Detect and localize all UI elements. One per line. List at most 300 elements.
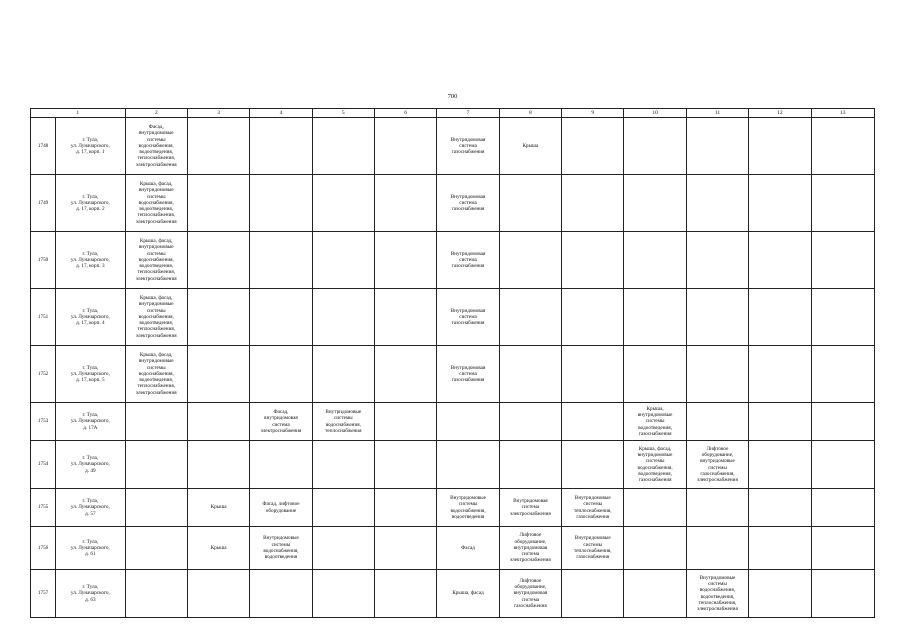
work-type-cell	[250, 527, 312, 570]
work-type-line: газоснабжения	[513, 602, 547, 609]
work-type-cell	[499, 527, 561, 570]
work-type-cell	[499, 289, 561, 346]
address-line: г. Тула,	[82, 364, 99, 371]
work-type-line: системы	[271, 541, 291, 548]
page-number: 700	[447, 93, 458, 100]
work-type-cell	[250, 232, 312, 289]
header-cell: 6	[375, 109, 437, 118]
address-line: д. 49	[85, 467, 96, 474]
work-type-line: оборудование,	[514, 584, 547, 591]
work-type-cell	[312, 232, 374, 289]
work-type-line: Фасад,	[148, 123, 164, 130]
address-line: г. Тула,	[82, 307, 99, 314]
work-type-cell	[499, 175, 561, 232]
work-type-line: электроснабжения	[697, 477, 738, 484]
work-type-line: Крыша, фасад,	[139, 237, 173, 244]
work-type-cell	[437, 118, 499, 175]
work-type-cell	[562, 346, 624, 403]
work-type-cell	[811, 232, 874, 289]
work-type-line: система	[459, 313, 477, 320]
work-type-line: системы	[146, 364, 166, 371]
work-type-cell	[437, 403, 499, 441]
work-type-cell	[125, 570, 187, 618]
work-type-cell	[312, 527, 374, 570]
work-type-cell	[686, 118, 748, 175]
work-type-line: системы	[645, 458, 665, 465]
work-type-cell	[562, 527, 624, 570]
work-type-line: водоотведения,	[139, 320, 174, 327]
work-type-line: Фасад, лифтовое	[262, 501, 300, 508]
work-type-line: водоотведения	[451, 513, 485, 520]
work-type-cell	[250, 403, 312, 441]
work-type-line: система	[459, 370, 477, 377]
address-cell	[56, 118, 125, 175]
work-type-cell	[125, 118, 187, 175]
work-type-line: Крыша, фасад,	[139, 180, 173, 187]
work-type-cell	[749, 403, 811, 441]
work-type-line: Лифтовое	[519, 532, 542, 539]
work-type-cell	[562, 175, 624, 232]
work-type-cell	[375, 118, 437, 175]
work-type-line: Внутридомовые	[699, 574, 736, 581]
work-type-line: Крыша	[210, 544, 227, 551]
work-type-line: водоснабжения,	[263, 548, 299, 554]
address-line: ул. Луначарского,	[70, 544, 110, 551]
work-type-cell	[437, 175, 499, 232]
work-type-cell	[499, 570, 561, 618]
work-type-cell	[499, 232, 561, 289]
header-cell: 1	[31, 109, 126, 118]
work-type-cell	[250, 118, 312, 175]
work-type-cell	[499, 403, 561, 441]
header-cell: 13	[811, 109, 874, 118]
work-type-cell	[624, 289, 686, 346]
work-type-line: водоснабжения,	[699, 587, 736, 594]
table-row	[31, 489, 875, 527]
address-line: г. Тула,	[82, 498, 99, 505]
work-type-cell	[375, 232, 437, 289]
header-cell: 9	[562, 109, 624, 118]
header-row	[31, 109, 875, 118]
work-type-cell	[686, 570, 748, 618]
address-line: г. Тула,	[82, 412, 99, 419]
work-type-cell	[749, 232, 811, 289]
work-type-cell	[749, 346, 811, 403]
row-number-cell: 1755	[31, 489, 56, 527]
work-type-line: внутридомовые	[637, 412, 673, 419]
work-type-cell	[250, 346, 312, 403]
work-type-cell	[811, 489, 874, 527]
address-line: д. 17, корп. 4	[76, 320, 105, 327]
address-line: д. 17, корп. 2	[76, 206, 105, 213]
address-line: ул. Луначарского,	[70, 313, 110, 320]
work-type-line: газоснабжения	[451, 320, 485, 327]
work-type-cell	[250, 175, 312, 232]
work-type-line: газоснабжения	[576, 554, 610, 561]
work-type-cell	[312, 403, 374, 441]
work-type-line: внутридомовые	[138, 187, 174, 194]
work-type-cell	[749, 118, 811, 175]
work-type-cell	[187, 527, 249, 570]
work-type-line: система	[521, 551, 540, 558]
work-type-cell	[312, 489, 374, 527]
work-type-line: газоснабжения	[638, 430, 672, 437]
work-type-line: система	[272, 421, 290, 428]
work-type-cell	[811, 570, 874, 618]
work-type-line: Крыша, фасад,	[139, 294, 173, 301]
table-row	[31, 441, 875, 489]
work-type-cell	[375, 527, 437, 570]
work-type-line: теплоснабжения,	[137, 269, 176, 276]
work-type-line: водоотведения,	[638, 470, 672, 477]
address-line: ул. Луначарского,	[70, 504, 110, 511]
address-line: д. 61	[85, 551, 96, 558]
address-line: г. Тула,	[82, 584, 99, 591]
work-type-line: Крыша, фасад	[452, 590, 484, 597]
address-cell	[56, 175, 125, 232]
work-type-cell	[437, 232, 499, 289]
work-type-cell	[624, 346, 686, 403]
work-type-cell	[749, 489, 811, 527]
work-type-cell	[499, 118, 561, 175]
row-number-cell: 1749	[31, 175, 56, 232]
work-type-line: Фасад	[461, 544, 475, 551]
header-cell: 11	[686, 109, 748, 118]
work-type-line: электроснабжения	[135, 389, 177, 396]
work-type-cell	[749, 441, 811, 489]
header-cell: 10	[624, 109, 686, 118]
work-type-line: водоснабжения,	[450, 507, 486, 514]
work-type-cell	[749, 289, 811, 346]
work-type-line: Лифтовое	[706, 445, 729, 452]
work-type-line: внутридомовые	[138, 244, 174, 251]
table-row	[31, 118, 875, 175]
address-cell	[56, 289, 125, 346]
work-type-line: внутридомовые	[138, 301, 174, 308]
work-type-cell	[811, 403, 874, 441]
work-type-cell	[562, 441, 624, 489]
work-type-cell	[749, 175, 811, 232]
header-cell: 5	[312, 109, 374, 118]
row-number-cell: 1750	[31, 232, 56, 289]
work-type-cell	[437, 489, 499, 527]
work-type-cell	[499, 441, 561, 489]
work-type-cell	[312, 118, 374, 175]
work-type-cell	[125, 527, 187, 570]
work-type-cell	[125, 289, 187, 346]
work-type-line: системы	[146, 136, 166, 143]
table-body	[31, 118, 875, 618]
work-type-cell	[125, 489, 187, 527]
work-type-cell	[375, 289, 437, 346]
work-type-line: водоотведения,	[139, 149, 174, 156]
work-type-cell	[375, 441, 437, 489]
work-type-line: электроснабжения	[510, 557, 551, 564]
work-type-line: теплоснабжения,	[137, 212, 176, 219]
address-line: г. Тула,	[82, 250, 99, 257]
table-row	[31, 232, 875, 289]
address-line: г. Тула,	[82, 538, 99, 545]
row-number-cell: 1756	[31, 527, 56, 570]
address-line: д. 57	[85, 510, 96, 517]
address-line: д. 17, корп. 1	[76, 149, 105, 156]
work-type-line: электроснабжения	[135, 218, 177, 225]
work-type-line: системы	[583, 501, 603, 508]
address-cell	[56, 403, 125, 441]
table-row	[31, 289, 875, 346]
work-type-line: системы	[708, 464, 727, 471]
work-type-cell	[499, 489, 561, 527]
work-type-cell	[811, 289, 874, 346]
address-line: ул. Луначарского,	[70, 142, 110, 149]
work-type-cell	[749, 570, 811, 618]
address-line: ул. Луначарского,	[70, 256, 110, 263]
address-line: ул. Луначарского,	[70, 199, 110, 206]
address-cell	[56, 232, 125, 289]
work-type-cell	[686, 346, 748, 403]
work-type-line: Внутридомовые	[450, 494, 486, 501]
table-row	[31, 175, 875, 232]
work-type-cell	[187, 570, 249, 618]
work-type-cell	[312, 346, 374, 403]
work-type-line: теплоснабжения,	[698, 599, 737, 606]
work-type-line: электроснабжения	[135, 332, 177, 339]
work-type-line: системы	[645, 418, 665, 425]
work-type-line: оборудование,	[514, 538, 547, 545]
work-type-line: Внутридомовые	[574, 535, 611, 542]
address-line: г. Тула,	[82, 455, 99, 462]
work-type-line: газоснабжения	[451, 263, 485, 270]
work-type-line: внутридомовая	[513, 544, 548, 551]
work-type-cell	[375, 570, 437, 618]
address-line: ул. Луначарского,	[70, 370, 110, 377]
work-type-line: Внутридомовые	[263, 535, 299, 542]
work-type-cell	[624, 570, 686, 618]
work-type-cell	[562, 289, 624, 346]
work-type-cell	[749, 527, 811, 570]
row-number-cell: 1757	[31, 570, 56, 618]
work-type-cell	[624, 489, 686, 527]
work-type-line: водоотведения,	[139, 206, 174, 213]
work-type-line: газоснабжения	[451, 377, 485, 384]
work-type-line: газоснабжения	[576, 513, 610, 520]
work-type-line: Крыша, фасад,	[139, 351, 173, 358]
work-type-line: Внутридомовая	[450, 364, 486, 371]
work-type-cell	[437, 289, 499, 346]
address-line: д. 17, корп. 3	[76, 263, 105, 270]
work-type-line: теплоснабжения,	[137, 383, 176, 390]
work-type-line: системы	[146, 307, 166, 314]
address-cell	[56, 570, 125, 618]
work-type-cell	[686, 232, 748, 289]
work-type-cell	[811, 118, 874, 175]
work-type-line: системы	[146, 250, 166, 257]
work-type-cell	[437, 346, 499, 403]
row-number-cell: 1754	[31, 441, 56, 489]
work-type-cell	[437, 527, 499, 570]
table-row	[31, 527, 875, 570]
work-type-cell	[187, 403, 249, 441]
capital-repair-table	[30, 108, 875, 618]
work-type-line: оборудование	[265, 507, 297, 514]
work-type-cell	[811, 441, 874, 489]
work-type-cell	[562, 489, 624, 527]
work-type-cell	[624, 232, 686, 289]
work-type-cell	[562, 570, 624, 618]
work-type-cell	[125, 175, 187, 232]
work-type-cell	[686, 441, 748, 489]
work-type-cell	[250, 441, 312, 489]
work-type-line: Внутридомовая	[513, 498, 548, 505]
work-type-line: водоотведения	[264, 554, 298, 561]
work-type-cell	[312, 289, 374, 346]
work-type-line: водоснабжения,	[138, 199, 174, 206]
work-type-cell	[375, 175, 437, 232]
work-type-cell	[811, 527, 874, 570]
work-type-cell	[811, 346, 874, 403]
work-type-line: системы	[708, 580, 727, 587]
header-cell: 12	[749, 109, 811, 118]
table-row	[31, 346, 875, 403]
work-type-cell	[375, 346, 437, 403]
header-cell: 4	[250, 109, 312, 118]
work-type-line: теплоснабжения,	[137, 155, 176, 162]
work-type-cell	[125, 403, 187, 441]
work-type-cell	[375, 403, 437, 441]
header-cell: 3	[187, 109, 249, 118]
work-type-cell	[686, 289, 748, 346]
work-type-cell	[187, 232, 249, 289]
work-type-cell	[187, 441, 249, 489]
work-type-line: система	[521, 504, 540, 511]
work-type-line: электроснабжения	[510, 510, 551, 517]
work-type-cell	[125, 232, 187, 289]
address-line: д. 17А	[83, 424, 98, 431]
address-line: ул. Луначарского,	[70, 461, 110, 468]
work-type-line: электроснабжения	[697, 606, 738, 613]
work-type-line: внутридомовые	[138, 130, 174, 137]
work-type-cell	[250, 489, 312, 527]
row-number-cell: 1751	[31, 289, 56, 346]
work-type-cell	[312, 441, 374, 489]
work-type-cell	[312, 570, 374, 618]
table-row	[31, 570, 875, 618]
work-type-line: водоснабжения,	[138, 313, 174, 320]
work-type-line: внутридомовые	[138, 358, 174, 365]
work-type-line: водоснабжения,	[637, 464, 673, 471]
work-type-cell	[437, 570, 499, 618]
work-type-line: водоотведения,	[139, 377, 174, 384]
work-type-cell	[624, 118, 686, 175]
work-type-line: внутридомовые	[700, 458, 735, 465]
address-cell	[56, 489, 125, 527]
work-type-cell	[187, 118, 249, 175]
work-type-line: система	[459, 256, 477, 263]
work-type-cell	[562, 118, 624, 175]
work-type-cell	[811, 175, 874, 232]
work-type-line: водоснабжения,	[138, 256, 174, 263]
work-type-line: система	[459, 199, 477, 206]
work-type-line: газоснабжения	[451, 149, 485, 156]
work-type-line: Внутридомовая	[450, 250, 486, 257]
work-type-line: системы	[146, 193, 166, 200]
work-type-cell	[187, 175, 249, 232]
work-type-line: электроснабжения	[135, 161, 177, 168]
work-type-line: система	[459, 142, 477, 149]
work-type-cell	[686, 403, 748, 441]
work-type-line: Крыша,	[646, 405, 664, 412]
work-type-line: электроснабжения	[260, 427, 302, 434]
work-type-line: внутридомовая	[513, 590, 548, 597]
work-type-line: Внутридомовая	[450, 307, 486, 314]
work-type-line: газоснабжения	[638, 477, 672, 484]
address-cell	[56, 346, 125, 403]
work-type-line: Внутридомовые	[325, 408, 362, 415]
work-type-line: водоснабжения,	[325, 421, 361, 428]
row-number-cell: 1752	[31, 346, 56, 403]
work-type-line: Внутридомовые	[574, 494, 611, 501]
work-type-cell	[375, 489, 437, 527]
work-type-cell	[437, 441, 499, 489]
work-type-line: Крыша	[522, 142, 539, 149]
work-type-cell	[624, 441, 686, 489]
work-type-line: газоснабжения	[451, 206, 485, 213]
address-line: ул. Луначарского,	[70, 418, 110, 425]
work-type-cell	[624, 175, 686, 232]
work-type-cell	[125, 441, 187, 489]
address-line: ул. Луначарского,	[70, 590, 110, 597]
work-type-line: Лифтовое	[519, 577, 542, 584]
table-row	[31, 403, 875, 441]
work-type-line: оборудование,	[701, 451, 734, 458]
work-type-line: теплоснабжения	[325, 427, 362, 434]
address-line: д. 63	[85, 596, 96, 603]
work-type-line: системы	[583, 541, 603, 548]
address-line: г. Тула,	[82, 193, 99, 200]
work-type-cell	[562, 403, 624, 441]
work-type-line: Внутридомовая	[450, 193, 486, 200]
work-type-cell	[686, 489, 748, 527]
work-type-cell	[125, 346, 187, 403]
work-type-line: Внутридомовая	[450, 136, 486, 143]
work-type-line: водоотведения,	[638, 424, 672, 431]
work-type-cell	[686, 527, 748, 570]
work-type-cell	[312, 175, 374, 232]
work-type-cell	[250, 570, 312, 618]
work-type-cell	[187, 346, 249, 403]
work-type-cell	[624, 527, 686, 570]
header-cell: 7	[437, 109, 499, 118]
address-line: г. Тула,	[82, 136, 99, 143]
work-type-line: электроснабжения	[135, 275, 177, 282]
row-number-cell: 1748	[31, 118, 56, 175]
work-type-line: внутридомовые	[637, 451, 673, 458]
address-cell	[56, 527, 125, 570]
work-type-line: теплоснабжения,	[573, 548, 612, 554]
work-type-line: водоснабжения,	[138, 370, 174, 377]
work-type-cell	[250, 289, 312, 346]
work-type-line: Крыша, фасад,	[638, 445, 672, 452]
work-type-line: теплоснабжения,	[573, 507, 612, 514]
row-number-cell: 1753	[31, 403, 56, 441]
work-type-line: системы	[333, 415, 353, 422]
work-type-line: водоотведения,	[139, 263, 174, 270]
work-type-line: система	[521, 596, 540, 603]
work-type-cell	[499, 346, 561, 403]
work-type-line: водоснабжения,	[138, 142, 174, 149]
work-type-line: теплоснабжения,	[137, 326, 176, 333]
header-cell: 8	[499, 109, 561, 118]
